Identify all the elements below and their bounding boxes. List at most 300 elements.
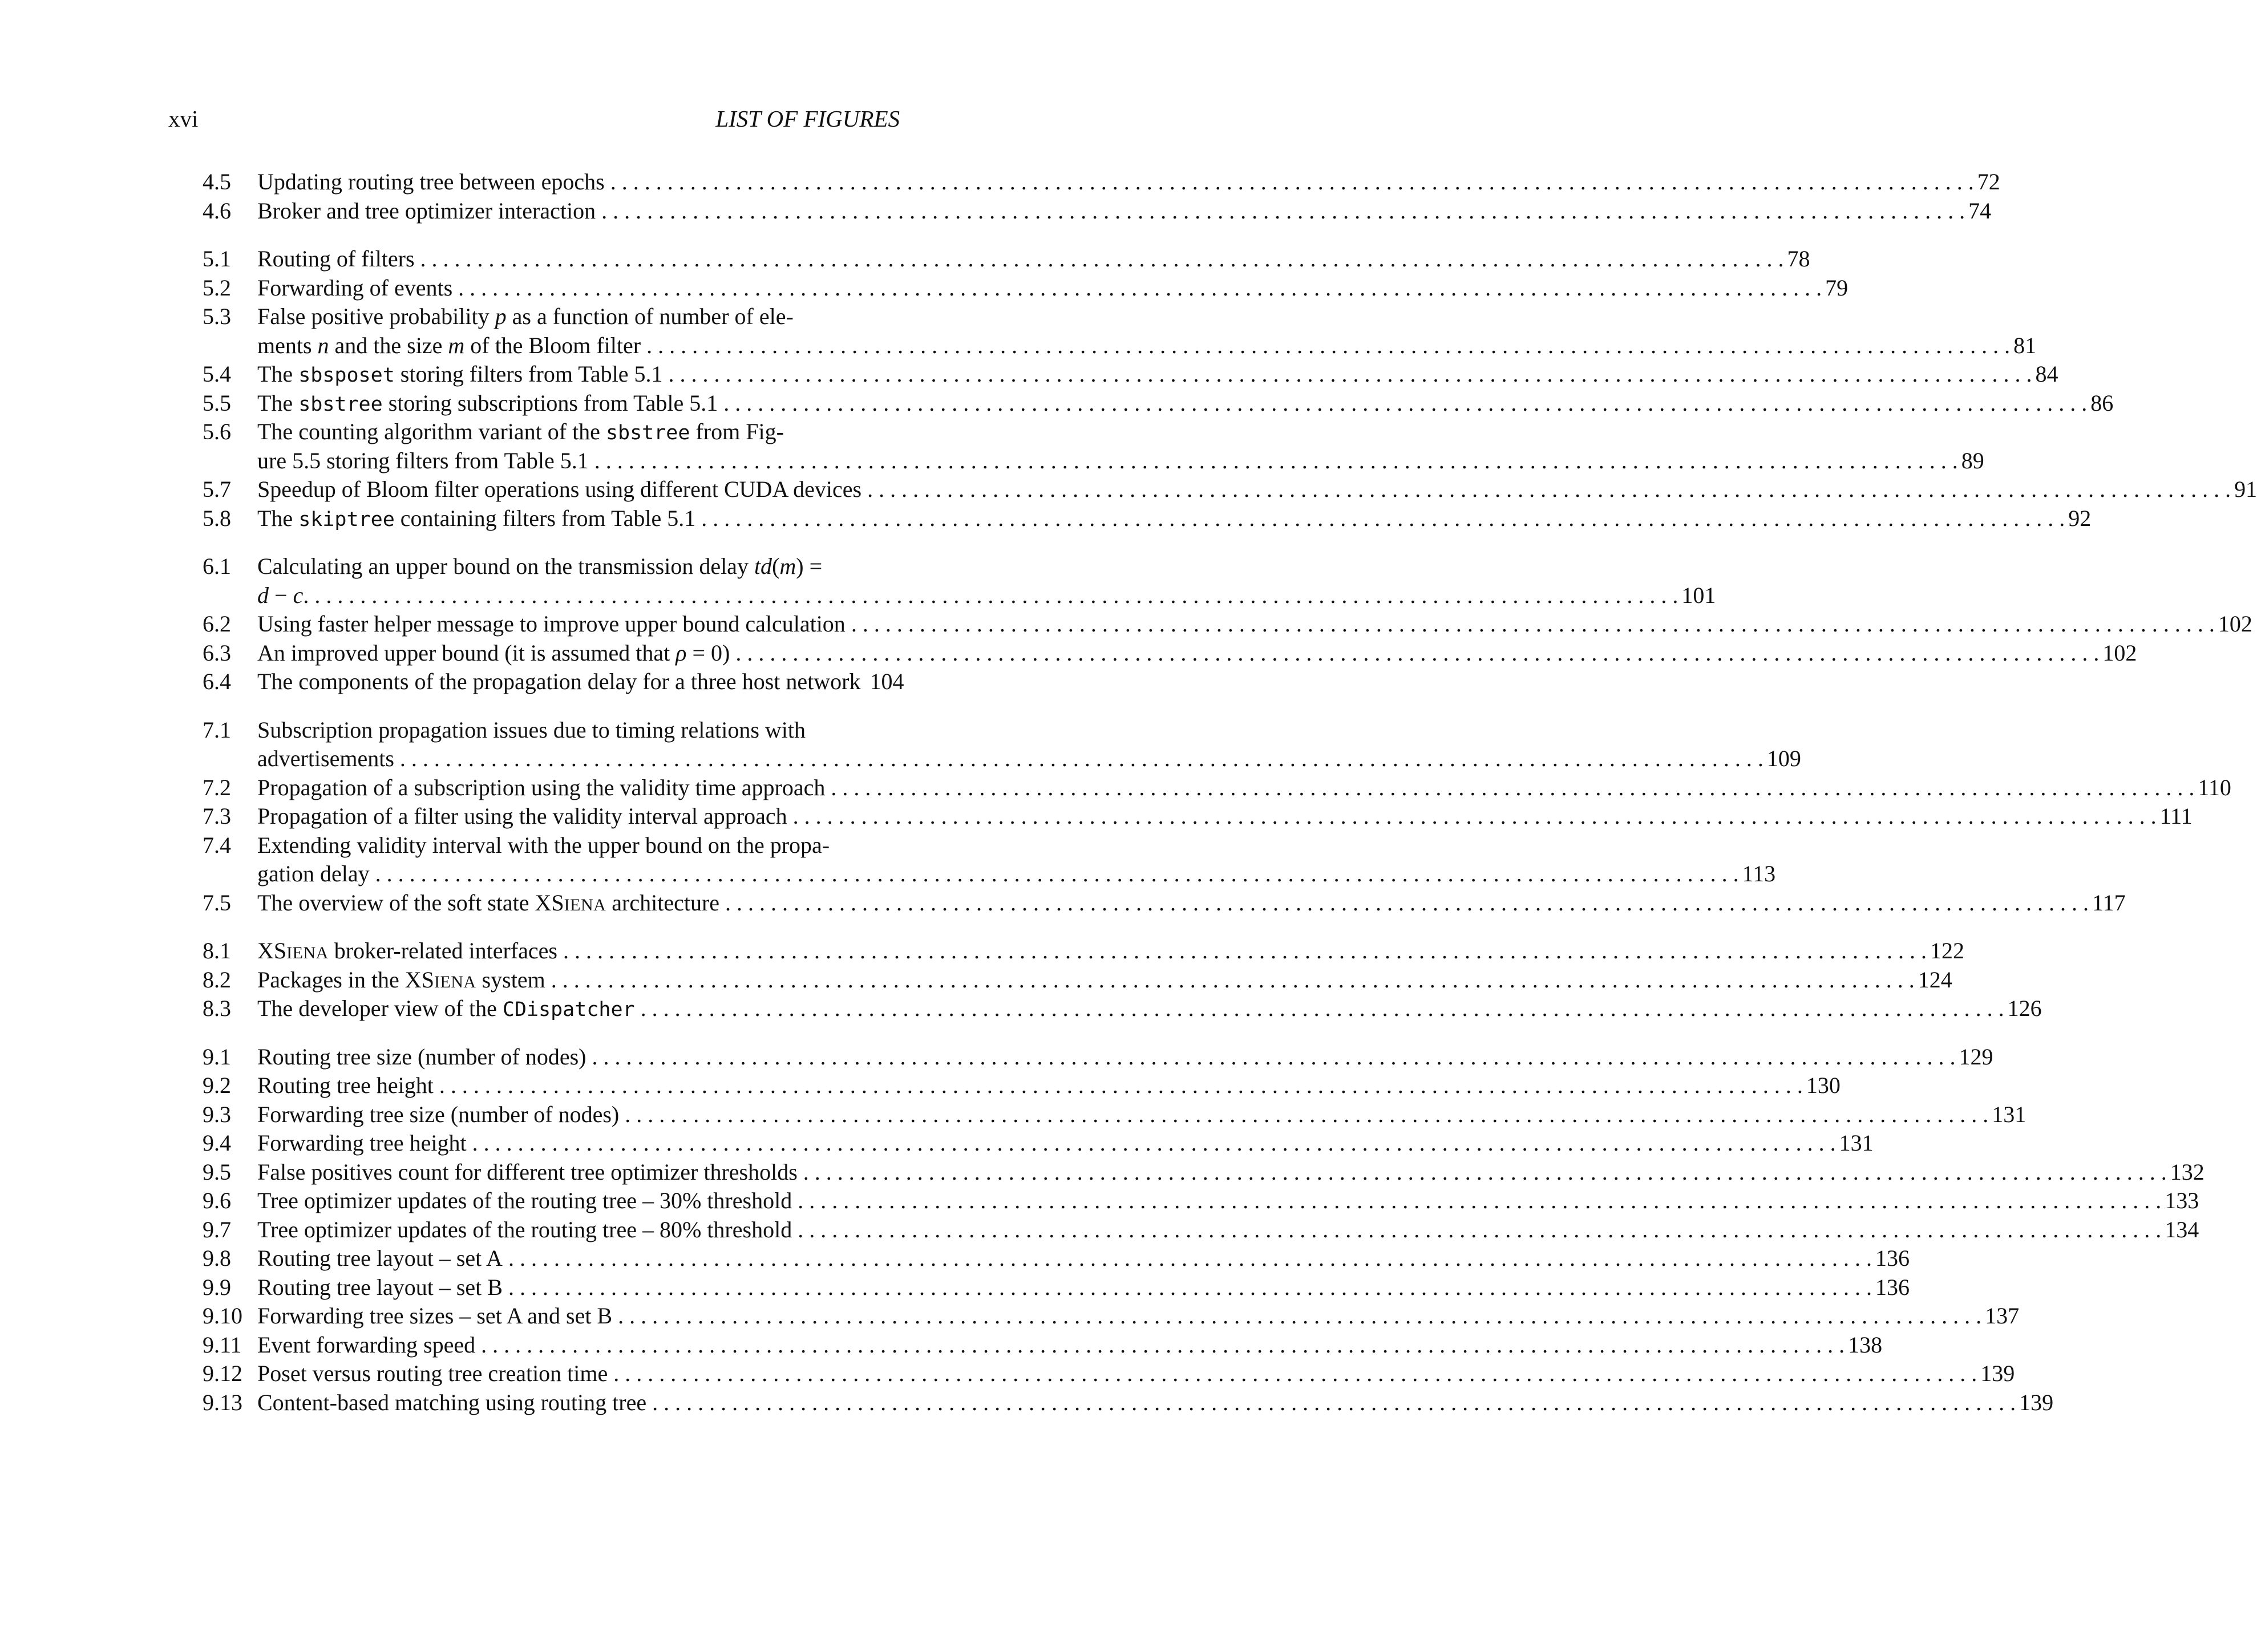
dot-leader: . . . . . . . . . . . . . . . . . . . . . . . . . . . . . . . . . . . . . . . . . . . . . . . . . . . . . . . . . . . . . . . . . . . . . . . . . . . . . . . . . . . . . . . . . . . . . . . . . . . . . . . . . . . . . . . . . . . . . . . . bbox=[618, 1303, 1982, 1329]
entry-line bbox=[0, 994, 2042, 1023]
entry-text-segment: Tree optimizer updates of the routing tree – 80% threshold bbox=[257, 1216, 792, 1242]
figure-number: 4.6 bbox=[203, 197, 231, 224]
entry-text-segment: Extending validity interval with the upper bound on the propa- bbox=[257, 832, 830, 858]
figure-title-text bbox=[257, 197, 596, 226]
figure-entry[interactable] bbox=[0, 475, 2257, 504]
entry-text-segment: Propagation of a filter using the validity interval approach bbox=[257, 803, 787, 829]
figure-number: 4.5 bbox=[203, 169, 231, 195]
dot-leader: . . . . . . . . . . . . . . . . . . . . . . . . . . . . . . . . . . . . . . . . . . . . . . . . . . . . . . . . . . . . . . . . . . . . . . . . . . . . . . . . . . . . . . . . . . . . . . . . . . . . . . . . . . . . . . . . . . . . . . . . bbox=[314, 582, 1678, 608]
figure-page-number: 131 bbox=[1992, 1101, 2027, 1127]
figure-title bbox=[257, 744, 1801, 774]
figure-page-number: 139 bbox=[1980, 1361, 2015, 1386]
figure-number: 6.1 bbox=[203, 553, 231, 579]
figure-entry[interactable] bbox=[0, 1331, 1883, 1360]
figure-entry[interactable] bbox=[0, 1071, 1841, 1100]
entry-text-segment: ( bbox=[772, 553, 780, 579]
entry-text-segment: and the size bbox=[329, 332, 448, 358]
entry-text-segment: broker-related interfaces bbox=[328, 938, 557, 963]
figure-title-text bbox=[257, 168, 605, 197]
entry-text-segment: Event forwarding speed bbox=[257, 1331, 476, 1358]
entry-line bbox=[0, 1158, 2205, 1187]
figure-page-number: 136 bbox=[1875, 1274, 1910, 1300]
figure-title bbox=[257, 552, 900, 581]
entry-text-segment: Routing of filters bbox=[257, 246, 415, 272]
entry-line bbox=[0, 1388, 2054, 1418]
entry-line bbox=[0, 716, 1168, 745]
figure-title bbox=[257, 581, 1716, 610]
figure-entry[interactable] bbox=[0, 360, 2058, 389]
entry-line bbox=[0, 1359, 2015, 1388]
dot-leader: . . . . . . . . . . . . . . . . . . . . . . . . . . . . . . . . . . . . . . . . . . . . . . . . . . . . . . . . . . . . . . . . . . . . . . . . . . . . . . . . . . . . . . . . . . . . . . . . . . . . . . . . . . . . . . . . . . . . . . . . bbox=[481, 1331, 1845, 1358]
running-title: LIST OF FIGURES bbox=[715, 106, 900, 132]
figure-page-number: 111 bbox=[2159, 803, 2193, 829]
figure-entry[interactable] bbox=[0, 552, 1716, 610]
figure-title-text bbox=[257, 1216, 792, 1245]
figure-title-text bbox=[257, 360, 662, 390]
dot-leader: . . . . . . . . . . . . . . . . . . . . . . . . . . . . . . . . . . . . . . . . . . . . . . . . . . . . . . . . . . . . . . . . . . . . . . . . . . . . . . . . . . . . . . . . . . . . . . . . . . . . . . . . . . . . . . . . . . . . . . . . bbox=[551, 966, 1915, 993]
figure-title bbox=[257, 802, 2193, 831]
figure-page-number: 136 bbox=[1875, 1245, 1910, 1271]
figure-number: 9.13 bbox=[203, 1389, 242, 1415]
entry-line bbox=[0, 274, 1849, 303]
figure-entry[interactable] bbox=[0, 389, 2114, 418]
entry-text-segment: p bbox=[495, 303, 507, 329]
figure-title-text bbox=[257, 639, 730, 668]
figure-number: 6.3 bbox=[203, 639, 231, 666]
entry-line bbox=[0, 1244, 1910, 1273]
entry-line bbox=[0, 667, 1168, 697]
dot-leader: . . . . . . . . . . . . . . . . . . . . . . . . . . . . . . . . . . . . . . . . . . . . . . . . . . . . . . . . . . . . . . . . . . . . . . . . . . . . . . . . . . . . . . . . . . . . . . . . . . . . . . . . . . . . . . . . . . . . . . . . bbox=[508, 1245, 1872, 1271]
figure-entry[interactable] bbox=[0, 774, 2231, 803]
figure-title bbox=[257, 831, 900, 860]
figure-number: 5.7 bbox=[203, 476, 231, 502]
figure-entry[interactable] bbox=[0, 1158, 2205, 1187]
entry-text-segment: d bbox=[257, 582, 269, 608]
figure-number: 9.6 bbox=[203, 1188, 231, 1213]
figure-page-number: 110 bbox=[2198, 774, 2231, 800]
figure-title bbox=[257, 504, 2092, 535]
figure-entry[interactable] bbox=[0, 1100, 2027, 1129]
dot-leader: . . . . . . . . . . . . . . . . . . . . . . . . . . . . . . . . . . . . . . . . . . . . . . . . . . . . . . . . . . . . . . . . . . . . . . . . . . . . . . . . . . . . . . . . . . . . . . . . . . . . . . . . . . . . . . . . . . . . . . . . bbox=[625, 1101, 1989, 1127]
figure-page-number: 92 bbox=[2068, 505, 2092, 531]
figure-entry[interactable] bbox=[0, 1129, 1874, 1158]
dot-leader: . . . . . . . . . . . . . . . . . . . . . . . . . . . . . . . . . . . . . . . . . . . . . . . . . . . . . . . . . . . . . . . . . . . . . . . . . . . . . . . . . . . . . . . . . . . . . . . . . . . . . . . . . . . . . . . . . . . . . . . . bbox=[594, 447, 1958, 473]
dot-leader: . . . . . . . . . . . . . . . . . . . . . . . . . . . . . . . . . . . . . . . . . . . . . . . . . . . . . . . . . . . . . . . . . . . . . . . . . . . . . . . . . . . . . . . . . . . . . . . . . . . . . . . . . . . . . . . . . . . . . . . . bbox=[867, 476, 2231, 502]
figure-entry[interactable] bbox=[0, 274, 1849, 303]
figure-title-text bbox=[257, 994, 635, 1025]
entry-text-segment: ρ bbox=[676, 639, 687, 666]
dot-leader: . . . . . . . . . . . . . . . . . . . . . . . . . . . . . . . . . . . . . . . . . . . . . . . . . . . . . . . . . . . . . . . . . . . . . . . . . . . . . . . . . . . . . . . . . . . . . . . . . . . . . . . . . . . . . . . . . . . . . . . . bbox=[798, 1188, 2162, 1213]
entry-line bbox=[0, 245, 1810, 274]
figure-page-number: 130 bbox=[1806, 1072, 1841, 1098]
figure-title bbox=[257, 1388, 2054, 1418]
figure-title-text bbox=[257, 245, 415, 274]
figure-page-number: 109 bbox=[1766, 746, 1801, 771]
entry-text-segment: Tree optimizer updates of the routing tree – 30% threshold bbox=[257, 1188, 792, 1213]
figure-page-number: 138 bbox=[1848, 1331, 1883, 1358]
entry-line bbox=[0, 302, 1168, 331]
figure-entry[interactable] bbox=[0, 1273, 1910, 1302]
entry-text-segment: system bbox=[476, 966, 545, 993]
figure-title bbox=[257, 447, 1984, 476]
entry-text-segment: IENA bbox=[286, 944, 329, 962]
entry-text-segment: ) = bbox=[796, 553, 823, 579]
entry-text-segment: Calculating an upper bound on the transmission delay bbox=[257, 553, 754, 579]
figure-page-number: 72 bbox=[1977, 169, 2000, 195]
entry-text-segment: False positives count for different tree optimizer thresholds bbox=[257, 1159, 798, 1185]
entry-text-segment: The counting algorithm variant of the bbox=[257, 419, 606, 444]
entry-text-segment: storing subscriptions from Table 5.1 bbox=[382, 390, 718, 416]
figure-number: 8.2 bbox=[203, 966, 231, 993]
entry-text-segment: containing filters from Table 5.1 bbox=[394, 505, 696, 531]
figure-entry[interactable] bbox=[0, 302, 2037, 360]
entry-line bbox=[0, 1071, 1841, 1100]
figure-page-number: 134 bbox=[2165, 1216, 2199, 1242]
figure-entry[interactable] bbox=[0, 639, 2137, 668]
figure-entry[interactable] bbox=[0, 1244, 1910, 1273]
entry-text-segment: gation delay bbox=[257, 861, 370, 886]
dot-leader: . . . . . . . . . . . . . . . . . . . . . . . . . . . . . . . . . . . . . . . . . . . . . . . . . . . . . . . . . . . . . . . . . . . . . . . . . . . . . . . . . . . . . . . . . . . . . . . . . . . . . . . . . . . . . . . . . . . . . . . . bbox=[375, 861, 1739, 886]
figure-page-number: 91 bbox=[2234, 476, 2257, 502]
figure-entry[interactable] bbox=[0, 831, 1776, 889]
figure-page-number: 126 bbox=[2007, 995, 2042, 1021]
entry-line bbox=[0, 1043, 1993, 1072]
figure-title-text bbox=[257, 331, 641, 361]
figure-entry[interactable] bbox=[0, 245, 1810, 274]
figure-number: 5.3 bbox=[203, 303, 231, 329]
figure-page-number: 102 bbox=[2218, 611, 2252, 637]
dot-leader: . . . . . . . . . . . . . . . . . . . . . . . . . . . . . . . . . . . . . . . . . . . . . . . . . . . . . . . . . . . . . . . . . . . . . . . . . . . . . . . . . . . . . . . . . . . . . . . . . . . . . . . . . . . . . . . . . . . . . . . . bbox=[668, 361, 2032, 387]
figure-page-number: 124 bbox=[1918, 966, 1952, 993]
figure-title-text bbox=[257, 802, 787, 831]
figure-number: 6.2 bbox=[203, 611, 231, 637]
entry-text-segment: Using faster helper message to improve upper bound calculation bbox=[257, 611, 846, 637]
entry-line bbox=[0, 744, 1801, 774]
figure-number: 5.2 bbox=[203, 274, 231, 301]
figure-title bbox=[257, 331, 2037, 361]
dot-leader: . . . . . . . . . . . . . . . . . . . . . . . . . . . . . . . . . . . . . . . . . . . . . . . . . . . . . . . . . . . . . . . . . . . . . . . . . . . . . . . . . . . . . . . . . . . . . . . . . . . . . . . . . . . . . . . . . . . . . . . . bbox=[646, 332, 2011, 358]
dot-leader: . . . . . . . . . . . . . . . . . . . . . . . . . . . . . . . . . . . . . . . . . . . . . . . . . . . . . . . . . . . . . . . . . . . . . . . . . . . . . . . . . . . . . . . . . . . . . . . . . . . . . . . . . . . . . . . . . . . . . . . . bbox=[472, 1130, 1836, 1156]
figure-entry[interactable] bbox=[0, 966, 1952, 995]
figure-page-number: 81 bbox=[2013, 332, 2037, 358]
entry-text-segment: The bbox=[257, 505, 299, 531]
figure-title bbox=[257, 1331, 1883, 1360]
figure-title-text bbox=[257, 581, 309, 610]
figure-number: 9.5 bbox=[203, 1159, 231, 1185]
figure-title bbox=[257, 1071, 1841, 1100]
entry-text-segment: Routing tree size (number of nodes) bbox=[257, 1043, 587, 1070]
dot-leader: . . . . . . . . . . . . . . . . . . . . . . . . . . . . . . . . . . . . . . . . . . . . . . . . . . . . . . . . . . . . . . . . . . . . . . . . . . . . . . . . . . . . . . . . . . . . . . . . . . . . . . . . . . . . . . . . . . . . . . . . bbox=[851, 611, 2215, 637]
dot-leader: . . . . . . . . . . . . . . . . . . . . . . . . . . . . . . . . . . . . . . . . . . . . . . . . . . . . . . . . . . . . . . . . . . . . . . . . . . . . . . . . . . . . . . . . . . . . . . . . . . . . . . . . . . . . . . . . . . . . . . . . bbox=[725, 889, 2089, 916]
figure-title bbox=[257, 274, 1849, 303]
entry-text-segment: sbsposet bbox=[298, 364, 395, 387]
entry-text-segment: ure 5.5 storing filters from Table 5.1 bbox=[257, 447, 589, 473]
figure-title-text bbox=[257, 860, 370, 889]
figure-title bbox=[257, 168, 2000, 197]
entry-line bbox=[0, 168, 2000, 197]
entry-text-segment: IENA bbox=[434, 972, 476, 991]
dot-leader: . . . . . . . . . . . . . . . . . . . . . . . . . . . . . . . . . . . . . . . . . . . . . . . . . . . . . . . . . . . . . . . . . . . . . . . . . . . . . . . . . . . . . . . . . . . . . . . . . . . . . . . . . . . . . . . . . . . . . . . . bbox=[601, 197, 1965, 224]
entry-text-segment: advertisements bbox=[257, 746, 394, 771]
dot-leader: . . . . . . . . . . . . . . . . . . . . . . . . . . . . . . . . . . . . . . . . . . . . . . . . . . . . . . . . . . . . . . . . . . . . . . . . . . . . . . . . . . . . . . . . . . . . . . . . . . . . . . . . . . . . . . . . . . . . . . . . bbox=[610, 169, 1974, 195]
figure-entry[interactable] bbox=[0, 667, 1168, 697]
figure-title bbox=[257, 639, 2137, 668]
entry-line bbox=[0, 639, 2137, 668]
dot-leader: . . . . . . . . . . . . . . . . . . . . . . . . . . . . . . . . . . . . . . . . . . . . . . . . . . . . . . . . . . . . . . . . . . . . . . . . . . . . . . . . . . . . . . . . . . . . . . . . . . . . . . . . . . . . . . . . . . . . . . . . bbox=[723, 390, 2088, 416]
entry-line bbox=[0, 1216, 2199, 1245]
figure-title bbox=[257, 1359, 2015, 1388]
entry-text-segment: CDispatcher bbox=[502, 998, 635, 1021]
dot-leader: . . . . . . . . . . . . . . . . . . . . . . . . . . . . . . . . . . . . . . . . . . . . . . . . . . . . . . . . . . . . . . . . . . . . . . . . . . . . . . . . . . . . . . . . . . . . . . . . . . . . . . . . . . . . . . . . . . . . . . . . bbox=[798, 1216, 2162, 1242]
entry-line bbox=[0, 831, 1168, 860]
figure-title-text bbox=[257, 1187, 792, 1216]
figure-title-text bbox=[257, 274, 452, 303]
figure-title bbox=[257, 1129, 1874, 1158]
figure-title bbox=[257, 360, 2058, 390]
figure-number: 9.9 bbox=[203, 1274, 231, 1300]
figure-number: 5.4 bbox=[203, 361, 231, 387]
figure-number: 5.6 bbox=[203, 419, 231, 444]
entry-line bbox=[0, 937, 1964, 966]
entry-line bbox=[0, 1100, 2027, 1129]
figure-title bbox=[257, 1244, 1910, 1273]
figure-group bbox=[0, 716, 2231, 918]
figure-entry[interactable] bbox=[0, 1187, 2199, 1216]
entry-text-segment: td bbox=[754, 553, 772, 579]
entry-line bbox=[0, 1129, 1874, 1158]
entry-text-segment: = 0) bbox=[686, 639, 730, 666]
figure-number: 7.5 bbox=[203, 889, 231, 916]
entry-line bbox=[0, 1273, 1910, 1302]
dot-leader: . . . . . . . . . . . . . . . . . . . . . . . . . . . . . . . . . . . . . . . . . . . . . . . . . . . . . . . . . . . . . . . . . . . . . . . . . . . . . . . . . . . . . . . . . . . . . . . . . . . . . . . . . . . . . . . . . . . . . . . . bbox=[831, 774, 2195, 800]
figure-number: 8.1 bbox=[203, 938, 231, 963]
entry-text-segment: Poset versus routing tree creation time bbox=[257, 1361, 608, 1386]
figure-title-text bbox=[257, 1071, 434, 1100]
figure-page-number: 86 bbox=[2090, 390, 2114, 416]
entry-line bbox=[0, 774, 2231, 803]
figure-title bbox=[257, 667, 904, 697]
figure-number: 5.8 bbox=[203, 505, 231, 531]
figure-title bbox=[257, 1187, 2199, 1216]
dot-leader: . . . . . . . . . . . . . . . . . . . . . . . . . . . . . . . . . . . . . . . . . . . . . . . . . . . . . . . . . . . . . . . . . . . . . . . . . . . . . . . . . . . . . . . . . . . . . . . . . . . . . . . . . . . . . . . . . . . . . . . . bbox=[613, 1361, 1977, 1386]
figure-title bbox=[257, 1302, 2020, 1331]
figure-page-number: 117 bbox=[2092, 889, 2126, 916]
figure-number: 9.2 bbox=[203, 1072, 231, 1098]
figure-title bbox=[257, 774, 2231, 803]
entry-line bbox=[0, 389, 2114, 418]
figure-title-text bbox=[257, 774, 825, 803]
figure-group bbox=[0, 937, 2042, 1023]
dot-leader: . . . . . . . . . . . . . . . . . . . . . . . . . . . . . . . . . . . . . . . . . . . . . . . . . . . . . . . . . . . . . . . . . . . . . . . . . . . . . . . . . . . . . . . . . . . . . . . . . . . . . . . . . . . . . . . . . . . . . . . . bbox=[563, 938, 1927, 963]
figure-number: 9.12 bbox=[203, 1361, 242, 1386]
entry-text-segment: Broker and tree optimizer interaction bbox=[257, 197, 596, 224]
figure-title bbox=[257, 245, 1810, 274]
entry-text-segment: Forwarding tree size (number of nodes) bbox=[257, 1101, 620, 1127]
figure-title-text bbox=[257, 937, 557, 968]
entry-text-segment: Content-based matching using routing tree bbox=[257, 1389, 647, 1415]
figure-title bbox=[257, 418, 900, 448]
dot-leader: . . . . . . . . . . . . . . . . . . . . . . . . . . . . . . . . . . . . . . . . . . . . . . . . . . . . . . . . . . . . . . . . . . . . . . . . . . . . . . . . . . . . . . . . . . . . . . . . . . . . . . . . . . . . . . . . . . . . . . . . bbox=[458, 274, 1822, 301]
entry-text-segment: Routing tree layout – set A bbox=[257, 1245, 503, 1271]
entry-text-segment: The components of the propagation delay for a three host network bbox=[257, 669, 861, 694]
dot-leader: . . . . . . . . . . . . . . . . . . . . . . . . . . . . . . . . . . . . . . . . . . . . . . . . . . . . . . . . . . . . . . . . . . . . . . . . . . . . . . . . . . . . . . . . . . . . . . . . . . . . . . . . . . . . . . . . . . . . . . . . bbox=[399, 746, 1763, 771]
dot-leader: . . . . . . . . . . . . . . . . . . . . . . . . . . . . . . . . . . . . . . . . . . . . . . . . . . . . . . . . . . . . . . . . . . . . . . . . . . . . . . . . . . . . . . . . . . . . . . . . . . . . . . . . . . . . . . . . . . . . . . . . bbox=[439, 1072, 1803, 1098]
figure-number: 9.3 bbox=[203, 1101, 231, 1127]
figure-title bbox=[257, 966, 1952, 997]
figure-title-text bbox=[257, 1244, 503, 1273]
entry-line bbox=[0, 475, 2257, 504]
entry-text-segment: Forwarding of events bbox=[257, 274, 453, 301]
figure-number: 7.2 bbox=[203, 774, 231, 800]
figure-number: 9.8 bbox=[203, 1245, 231, 1271]
figure-page-number: 78 bbox=[1787, 246, 1810, 272]
entry-line bbox=[0, 197, 1992, 226]
figure-page-number: 84 bbox=[2035, 361, 2058, 387]
figure-page-number: 79 bbox=[1825, 274, 1849, 301]
entry-line bbox=[0, 802, 2193, 831]
figure-entry[interactable] bbox=[0, 1043, 1993, 1072]
entry-text-segment: ments bbox=[257, 332, 318, 358]
figure-title bbox=[257, 994, 2042, 1025]
figure-page-number: 137 bbox=[1985, 1303, 2020, 1329]
figure-group bbox=[0, 245, 2257, 533]
entry-text-segment: False positive probability bbox=[257, 303, 495, 329]
figure-title bbox=[257, 302, 900, 331]
dot-leader: . . . . . . . . . . . . . . . . . . . . . . . . . . . . . . . . . . . . . . . . . . . . . . . . . . . . . . . . . . . . . . . . . . . . . . . . . . . . . . . . . . . . . . . . . . . . . . . . . . . . . . . . . . . . . . . . . . . . . . . . bbox=[508, 1274, 1872, 1300]
entry-text-segment: The bbox=[257, 390, 299, 416]
entry-text-segment: Packages in the XS bbox=[257, 966, 434, 993]
entry-text-segment: from Fig- bbox=[690, 419, 784, 444]
entry-line bbox=[0, 504, 2092, 533]
entry-text-segment: XS bbox=[257, 938, 287, 963]
figure-number: 9.11 bbox=[203, 1331, 242, 1358]
figure-entry[interactable] bbox=[0, 504, 2092, 533]
dot-leader: . . . . . . . . . . . . . . . . . . . . . . . . . . . . . . . . . . . . . . . . . . . . . . . . . . . . . . . . . . . . . . . . . . . . . . . . . . . . . . . . . . . . . . . . . . . . . . . . . . . . . . . . . . . . . . . . . . . . . . . . bbox=[792, 803, 2157, 829]
figure-title-text bbox=[257, 1359, 608, 1388]
dot-leader: . . . . . . . . . . . . . . . . . . . . . . . . . . . . . . . . . . . . . . . . . . . . . . . . . . . . . . . . . . . . . . . . . . . . . . . . . . . . . . . . . . . . . . . . . . . . . . . . . . . . . . . . . . . . . . . . . . . . . . . . bbox=[735, 639, 2100, 666]
entry-line bbox=[0, 860, 1776, 889]
figure-entry[interactable] bbox=[0, 1216, 2199, 1245]
figure-page-number: 101 bbox=[1681, 582, 1716, 608]
figure-entry[interactable] bbox=[0, 168, 2000, 197]
entry-line bbox=[0, 1331, 1883, 1360]
dot-leader: . . . . . . . . . . . . . . . . . . . . . . . . . . . . . . . . . . . . . . . . . . . . . . . . . . . . . . . . . . . . . . . . . . . . . . . . . . . . . . . . . . . . . . . . . . . . . . . . . . . . . . . . . . . . . . . . . . . . . . . . bbox=[640, 995, 2004, 1021]
entry-text-segment: skiptree bbox=[298, 508, 395, 531]
figure-title-text bbox=[257, 1100, 619, 1129]
entry-text-segment: storing filters from Table 5.1 bbox=[394, 361, 663, 387]
entry-line bbox=[0, 360, 2058, 389]
figure-entry[interactable] bbox=[0, 1302, 2020, 1331]
figure-title bbox=[257, 716, 900, 745]
entry-line bbox=[0, 966, 1952, 995]
figure-page-number: 122 bbox=[1930, 938, 1964, 963]
figure-title bbox=[257, 475, 2257, 504]
entry-text-segment: The bbox=[257, 361, 299, 387]
figure-entry[interactable] bbox=[0, 994, 2042, 1023]
entry-text-segment: Speedup of Bloom filter operations using different CUDA devices bbox=[257, 476, 862, 502]
figure-page-number: 104 bbox=[869, 669, 904, 694]
figure-title bbox=[257, 860, 1776, 889]
entry-line bbox=[0, 447, 1984, 476]
figure-number: 9.10 bbox=[203, 1303, 242, 1329]
figure-entry[interactable] bbox=[0, 1359, 2015, 1388]
running-header bbox=[168, 105, 900, 137]
figure-group bbox=[0, 552, 2252, 697]
entry-line bbox=[0, 581, 1716, 610]
entry-text-segment: . bbox=[303, 582, 309, 608]
figure-page-number: 102 bbox=[2102, 639, 2137, 666]
entry-text-segment: An improved upper bound (it is assumed that bbox=[257, 639, 676, 666]
figure-title bbox=[257, 1043, 1993, 1072]
figure-number: 7.4 bbox=[203, 832, 231, 858]
figure-group bbox=[0, 168, 2000, 225]
entry-text-segment: Subscription propagation issues due to timing relations with bbox=[257, 716, 806, 743]
figure-number: 7.1 bbox=[203, 716, 231, 743]
dot-leader: . . . . . . . . . . . . . . . . . . . . . . . . . . . . . . . . . . . . . . . . . . . . . . . . . . . . . . . . . . . . . . . . . . . . . . . . . . . . . . . . . . . . . . . . . . . . . . . . . . . . . . . . . . . . . . . . . . . . . . . . bbox=[652, 1389, 2016, 1415]
figure-title-text bbox=[257, 389, 718, 419]
figure-entry[interactable] bbox=[0, 197, 1992, 226]
figure-group bbox=[0, 1043, 2205, 1418]
entry-text-segment: Forwarding tree height bbox=[257, 1130, 467, 1156]
entry-text-segment: m bbox=[448, 332, 465, 358]
figure-title-text bbox=[257, 1043, 587, 1072]
figure-entry[interactable] bbox=[0, 418, 1984, 475]
entry-text-segment: − bbox=[269, 582, 293, 608]
entry-line bbox=[0, 889, 2126, 918]
dot-leader: . . . . . . . . . . . . . . . . . . . . . . . . . . . . . . . . . . . . . . . . . . . . . . . . . . . . . . . . . . . . . . . . . . . . . . . . . . . . . . . . . . . . . . . . . . . . . . . . . . . . . . . . . . . . . . . . . . . . . . . . bbox=[803, 1159, 2167, 1185]
figure-title-text bbox=[257, 475, 861, 504]
figure-entry[interactable] bbox=[0, 610, 2252, 639]
list-of-figures bbox=[0, 168, 2257, 1436]
entry-line bbox=[0, 552, 1168, 581]
figure-number: 9.1 bbox=[203, 1043, 231, 1070]
figure-title bbox=[257, 389, 2114, 419]
entry-line bbox=[0, 418, 1168, 447]
figure-number: 8.3 bbox=[203, 995, 231, 1021]
entry-line bbox=[0, 331, 2037, 361]
entry-text-segment: Routing tree height bbox=[257, 1072, 434, 1098]
figure-title-text bbox=[257, 1388, 646, 1418]
figure-title-text bbox=[257, 744, 394, 774]
figure-entry[interactable] bbox=[0, 716, 1801, 774]
figure-title-text bbox=[257, 610, 846, 639]
figure-entry[interactable] bbox=[0, 937, 1964, 966]
figure-title bbox=[257, 197, 1992, 226]
entry-text-segment: c bbox=[293, 582, 304, 608]
figure-title bbox=[257, 1100, 2027, 1129]
entry-text-segment: Updating routing tree between epochs bbox=[257, 169, 605, 195]
figure-title-text bbox=[257, 1302, 612, 1331]
entry-text-segment: The developer view of the bbox=[257, 995, 503, 1021]
figure-page-number: 129 bbox=[1959, 1043, 1993, 1070]
entry-text-segment: Routing tree layout – set B bbox=[257, 1274, 503, 1300]
entry-text-segment: as a function of number of ele- bbox=[506, 303, 794, 329]
figure-title-text bbox=[257, 447, 589, 476]
figure-title-text bbox=[257, 504, 695, 535]
figure-entry[interactable] bbox=[0, 802, 2193, 831]
figure-number: 7.3 bbox=[203, 803, 231, 829]
figure-title-text bbox=[257, 889, 719, 920]
figure-number: 6.4 bbox=[203, 669, 231, 694]
entry-text-segment: Propagation of a subscription using the validity time approach bbox=[257, 774, 826, 800]
figure-page-number: 139 bbox=[2019, 1389, 2054, 1415]
figure-entry[interactable] bbox=[0, 889, 2126, 918]
figure-page-number: 74 bbox=[1968, 197, 1992, 224]
figure-number: 9.7 bbox=[203, 1216, 231, 1242]
figure-entry[interactable] bbox=[0, 1388, 2054, 1418]
figure-page-number: 131 bbox=[1839, 1130, 1874, 1156]
figure-number: 5.1 bbox=[203, 246, 231, 272]
